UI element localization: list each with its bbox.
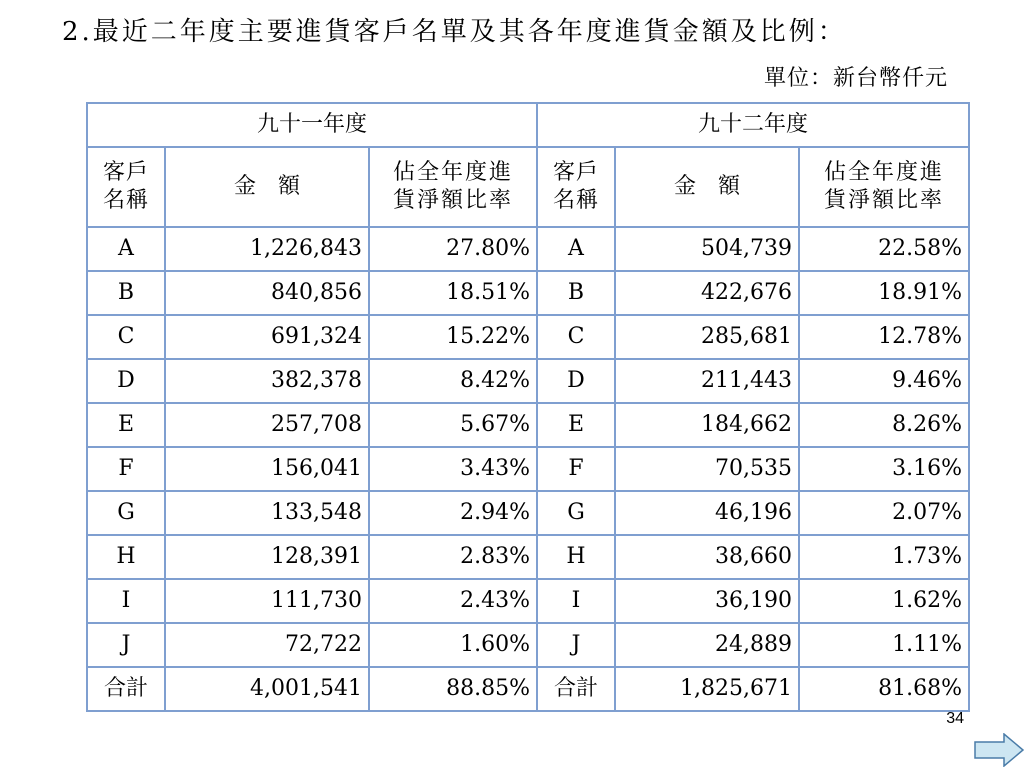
year1-amount: 133,548	[165, 491, 369, 535]
year2-amount: 1,825,671	[615, 667, 799, 711]
year1-customer-name: F	[87, 447, 165, 491]
year2-ratio: 1.73%	[799, 535, 969, 579]
year2-ratio: 1.62%	[799, 579, 969, 623]
year2-header: 九十二年度	[537, 103, 969, 147]
year1-ratio: 2.83%	[369, 535, 537, 579]
year1-ratio: 8.42%	[369, 359, 537, 403]
year1-ratio: 2.43%	[369, 579, 537, 623]
col-header-ratio-line2: 貨淨額比率	[392, 188, 513, 213]
year1-ratio: 15.22%	[369, 315, 537, 359]
year2-customer-name: A	[537, 227, 615, 271]
page-number: 34	[946, 710, 964, 727]
col-header-name-2	[537, 147, 615, 227]
year2-customer-name: F	[537, 447, 615, 491]
year2-ratio: 22.58%	[799, 227, 969, 271]
table-row	[87, 447, 969, 491]
col-header-ratio-line1: 佔全年度進	[823, 160, 944, 185]
year2-amount: 285,681	[615, 315, 799, 359]
year2-amount: 46,196	[615, 491, 799, 535]
table-row	[87, 359, 969, 403]
year2-customer-name: C	[537, 315, 615, 359]
year1-ratio: 2.94%	[369, 491, 537, 535]
col-header-name-line1: 客戶	[552, 160, 599, 185]
col-header-ratio-2	[799, 147, 969, 227]
year2-ratio: 2.07%	[799, 491, 969, 535]
col-header-amount-2: 金 額	[615, 147, 799, 227]
year2-amount: 36,190	[615, 579, 799, 623]
year1-ratio: 27.80%	[369, 227, 537, 271]
year1-customer-name: I	[87, 579, 165, 623]
col-header-name-line2: 名稱	[102, 188, 149, 213]
year2-ratio: 81.68%	[799, 667, 969, 711]
year1-amount: 111,730	[165, 579, 369, 623]
year-header-row	[87, 103, 969, 147]
col-header-name-line2: 名稱	[552, 188, 599, 213]
year2-ratio: 3.16%	[799, 447, 969, 491]
table-row	[87, 271, 969, 315]
year2-ratio: 12.78%	[799, 315, 969, 359]
col-header-ratio-1	[369, 147, 537, 227]
year2-customer-name: H	[537, 535, 615, 579]
year2-customer-name: E	[537, 403, 615, 447]
table-row	[87, 535, 969, 579]
year1-customer-name: E	[87, 403, 165, 447]
year1-ratio: 1.60%	[369, 623, 537, 667]
column-header-row	[87, 147, 969, 227]
year1-customer-name: D	[87, 359, 165, 403]
year1-amount: 1,226,843	[165, 227, 369, 271]
year2-amount: 422,676	[615, 271, 799, 315]
year1-amount: 4,001,541	[165, 667, 369, 711]
year1-amount: 128,391	[165, 535, 369, 579]
year1-customer-name: B	[87, 271, 165, 315]
year1-customer-name: A	[87, 227, 165, 271]
year2-amount: 184,662	[615, 403, 799, 447]
year2-amount: 70,535	[615, 447, 799, 491]
year2-amount: 211,443	[615, 359, 799, 403]
year1-customer-name: H	[87, 535, 165, 579]
year1-ratio: 3.43%	[369, 447, 537, 491]
col-header-name-1	[87, 147, 165, 227]
year2-customer-name: I	[537, 579, 615, 623]
total-row	[87, 667, 969, 711]
year1-customer-name: G	[87, 491, 165, 535]
year2-customer-name: G	[537, 491, 615, 535]
col-header-amount-1: 金 額	[165, 147, 369, 227]
year2-customer-name: D	[537, 359, 615, 403]
right-arrow-icon	[975, 734, 1023, 766]
year1-amount: 691,324	[165, 315, 369, 359]
col-header-ratio-line1: 佔全年度進	[392, 160, 513, 185]
year1-ratio: 5.67%	[369, 403, 537, 447]
year1-amount: 257,708	[165, 403, 369, 447]
next-slide-button[interactable]	[974, 733, 1024, 767]
year1-amount: 382,378	[165, 359, 369, 403]
table-row	[87, 227, 969, 271]
table-row	[87, 403, 969, 447]
supplier-purchase-table	[86, 102, 970, 712]
table-row	[87, 491, 969, 535]
year1-amount: 840,856	[165, 271, 369, 315]
year2-customer-name: J	[537, 623, 615, 667]
year1-ratio: 88.85%	[369, 667, 537, 711]
year2-customer-name: B	[537, 271, 615, 315]
year1-ratio: 18.51%	[369, 271, 537, 315]
year1-customer-name: J	[87, 623, 165, 667]
col-header-name-line1: 客戶	[102, 160, 149, 185]
year2-amount: 24,889	[615, 623, 799, 667]
table-row	[87, 315, 969, 359]
table-row	[87, 623, 969, 667]
year2-amount: 504,739	[615, 227, 799, 271]
year2-ratio: 9.46%	[799, 359, 969, 403]
unit-label: 單位：新台幣仟元	[763, 66, 948, 91]
page-title: 2.最近二年度主要進貨客戶名單及其各年度進貨金額及比例：	[62, 17, 847, 47]
year1-customer-name: C	[87, 315, 165, 359]
col-header-ratio-line2: 貨淨額比率	[823, 188, 944, 213]
year2-amount: 38,660	[615, 535, 799, 579]
year2-customer-name: 合計	[537, 667, 615, 711]
year2-ratio: 1.11%	[799, 623, 969, 667]
year1-amount: 156,041	[165, 447, 369, 491]
year1-customer-name: 合計	[87, 667, 165, 711]
year2-ratio: 8.26%	[799, 403, 969, 447]
year1-amount: 72,722	[165, 623, 369, 667]
year2-ratio: 18.91%	[799, 271, 969, 315]
table-row	[87, 579, 969, 623]
year1-header: 九十一年度	[87, 103, 537, 147]
